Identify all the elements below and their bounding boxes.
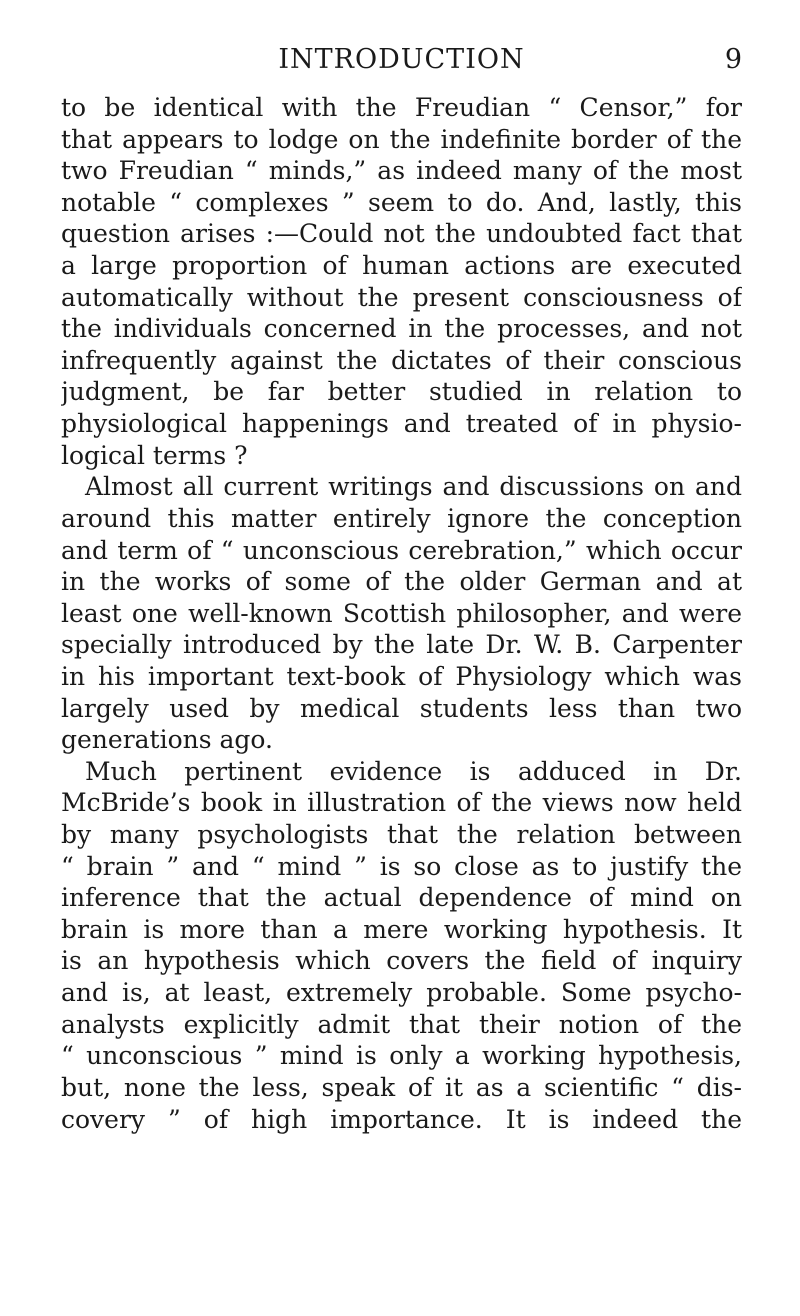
text-line: in the works of some of the older German and at — [61, 567, 742, 597]
text-line: is an hypothesis which covers the field of inquiry — [61, 946, 742, 976]
text-line: covery ” of high importance. It is indeed the — [61, 1104, 742, 1134]
body-text — [61, 92, 742, 1135]
text-line: and term of “ unconscious cerebration,” which occur — [61, 535, 742, 565]
text-line: by many psychologists that the relation between — [61, 820, 742, 850]
text-line: Much pertinent evidence is adduced in Dr. — [85, 756, 742, 786]
text-line: automatically without the present consciousness of — [61, 282, 742, 312]
text-line: two Freudian “ minds,” as indeed many of the most — [61, 156, 742, 186]
text-line: brain is more than a mere working hypothesis. It — [61, 914, 742, 944]
text-line: around this matter entirely ignore the conception — [61, 503, 742, 533]
text-line: to be identical with the Freudian “ Censor,” for — [61, 93, 742, 122]
text-line: notable “ complexes ” seem to do. And, lastly, this — [61, 187, 742, 217]
text-line: “ brain ” and “ mind ” is so close as to justify the — [61, 851, 742, 881]
text-line: but, none the less, speak of it as a scientific “ dis- — [61, 1072, 742, 1102]
text-line: largely used by medical students less than two — [61, 693, 742, 723]
text-line: logical terms ? — [61, 440, 248, 470]
text-line: generations ago. — [61, 725, 273, 755]
text-line: judgment, be far better studied in relation to — [61, 377, 742, 407]
page-number: 9 — [724, 44, 742, 75]
text-line: the individuals concerned in the processes, and not — [61, 314, 742, 344]
text-line: “ unconscious ” mind is only a working hypothesis, — [61, 1041, 742, 1071]
text-line: question arises :—Could not the undoubted fact that — [61, 219, 742, 249]
text-line: Almost all current writings and discussions on and — [85, 472, 742, 502]
text-line: that appears to lodge on the indefinite border of the — [61, 124, 742, 154]
text-line: least one well-known Scottish philosopher, and were — [61, 598, 742, 628]
running-title: INTRODUCTION — [278, 44, 525, 75]
text-line: analysts explicitly admit that their notion of the — [61, 1009, 742, 1039]
text-line: a large proportion of human actions are executed — [61, 251, 742, 281]
running-head — [61, 40, 742, 80]
text-line: in his important text-book of Physiology which was — [61, 661, 742, 691]
text-line: physiological happenings and treated of in physio- — [61, 409, 742, 439]
text-line: specially introduced by the late Dr. W. B. Carpenter — [61, 630, 742, 660]
text-line: inference that the actual dependence of mind on — [61, 883, 742, 913]
text-line: and is, at least, extremely probable. Some psycho- — [61, 978, 742, 1008]
text-line: McBride’s book in illustration of the views now held — [61, 788, 742, 818]
text-line: infrequently against the dictates of their conscious — [61, 345, 742, 375]
